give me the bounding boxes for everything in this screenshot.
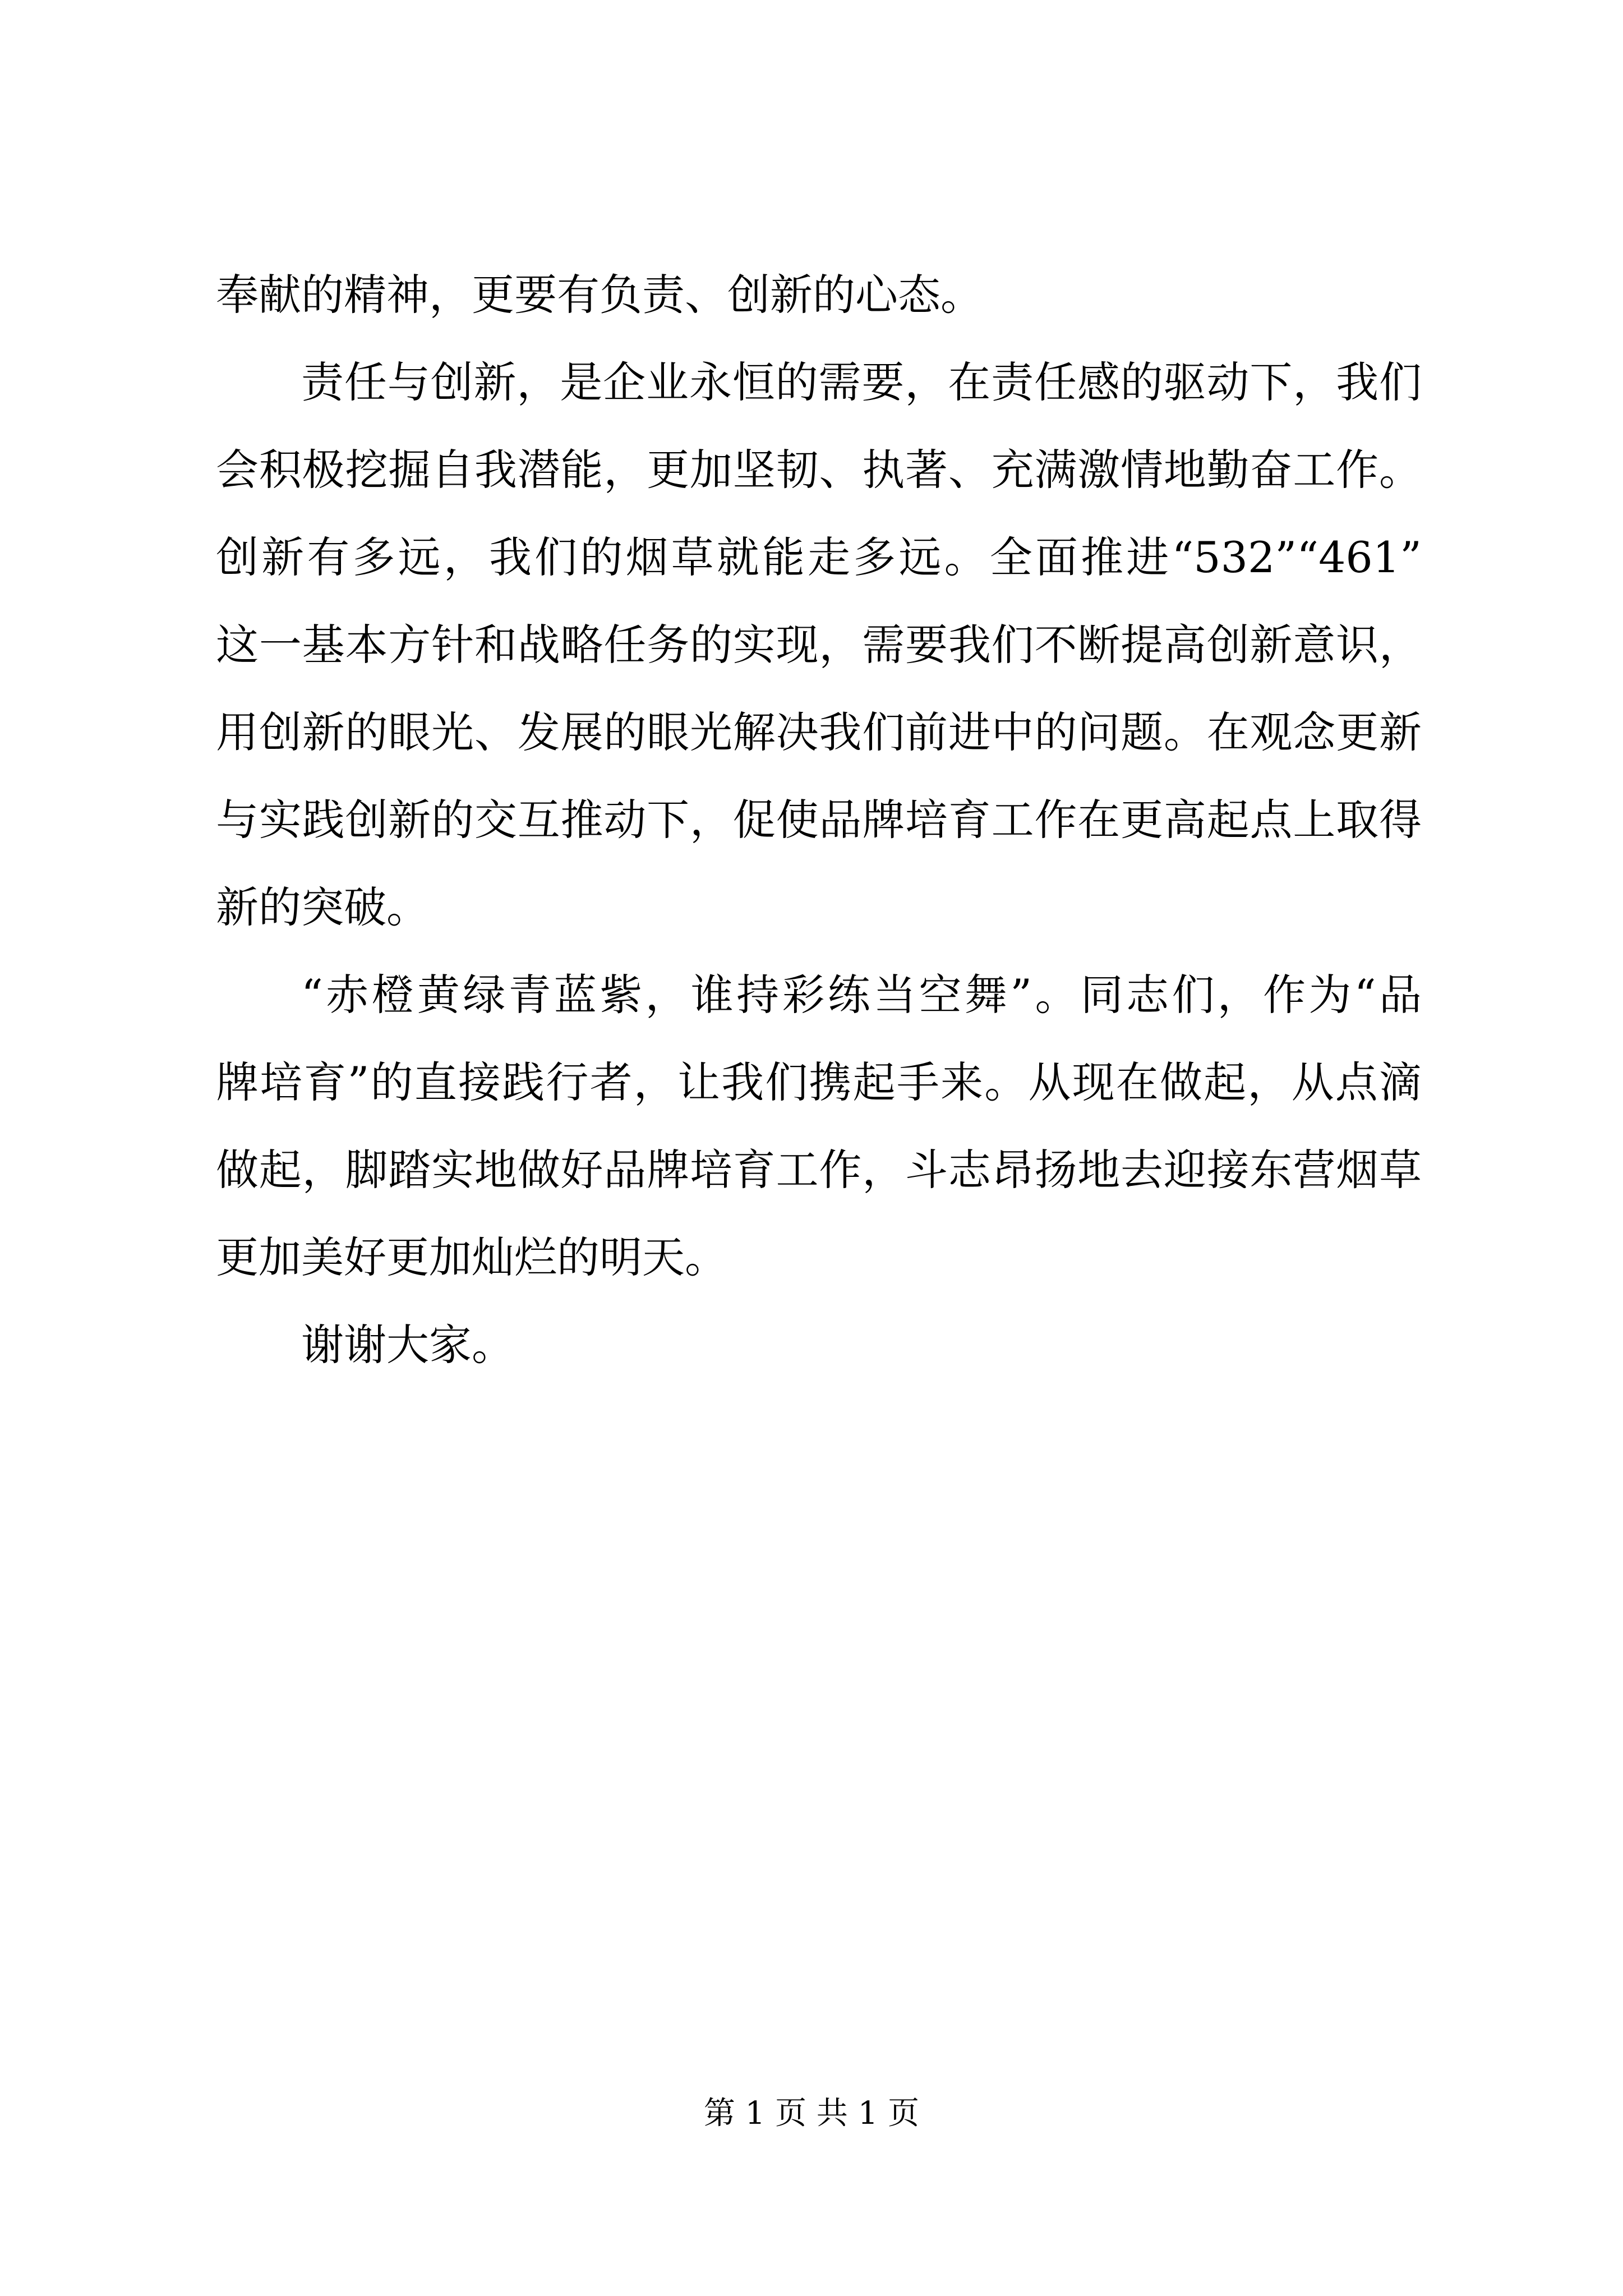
paragraph-line: 会积极挖掘自我潜能，更加坚韧、执著、充满激情地勤奋工作。 xyxy=(216,445,1422,495)
paragraph-line: 用创新的眼光、发展的眼光解决我们前进中的问题。在观念更新 xyxy=(216,707,1422,757)
page-footer xyxy=(0,2091,1623,2136)
paragraph-line: 谢谢大家。 xyxy=(301,1320,514,1370)
paragraph-line: 奉献的精神，更要有负责、创新的心态。 xyxy=(216,270,983,320)
page-number-label: 第 1 页 共 1 页 xyxy=(703,2095,920,2132)
paragraph-line: 这一基本方针和战略任务的实现，需要我们不断提高创新意识， xyxy=(216,620,1422,670)
paragraph-line: 新的突破。 xyxy=(216,882,429,932)
paragraph-line: 更加美好更加灿烂的明天。 xyxy=(216,1232,727,1282)
paragraph-line: 责任与创新，是企业永恒的需要，在责任感的驱动下，我们 xyxy=(301,357,1422,407)
document-body xyxy=(216,251,1422,1389)
paragraph-line: 做起，脚踏实地做好品牌培育工作，斗志昂扬地去迎接东营烟草 xyxy=(216,1145,1422,1195)
paragraph-line: “赤橙黄绿青蓝紫，谁持彩练当空舞”。同志们，作为“品 xyxy=(301,970,1422,1020)
paragraph-line: 牌培育”的直接践行者，让我们携起手来。从现在做起，从点滴 xyxy=(216,1057,1422,1107)
paragraph-line: 与实践创新的交互推动下，促使品牌培育工作在更高起点上取得 xyxy=(216,795,1422,845)
paragraph-line: 创新有多远，我们的烟草就能走多远。全面推进“532”“461” xyxy=(216,532,1422,582)
